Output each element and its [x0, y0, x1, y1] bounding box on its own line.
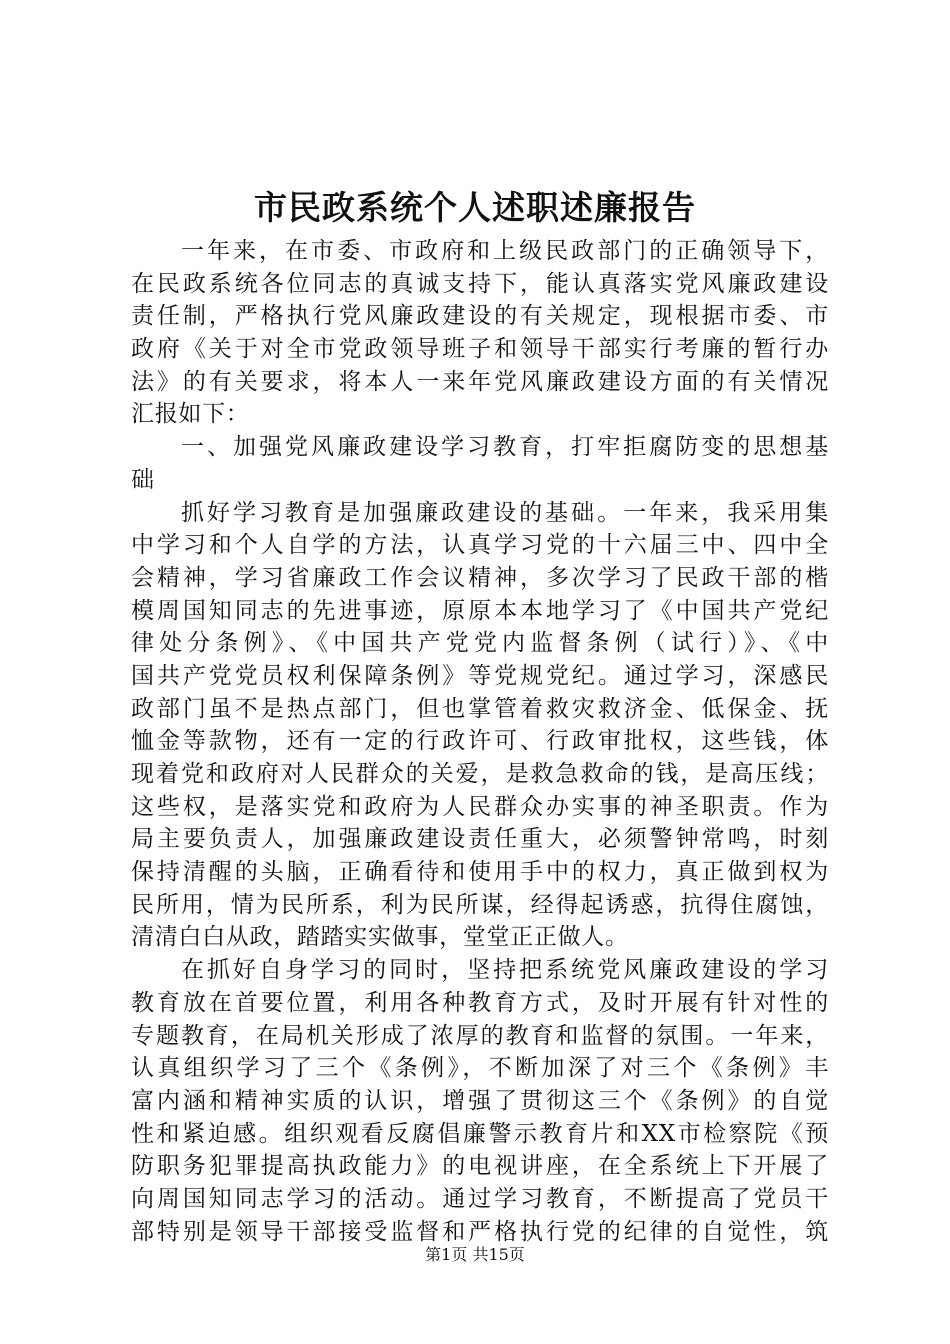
body-line: 部特别是领导干部接受监督和严格执行党的纪律的自觉性，筑: [131, 1218, 829, 1245]
body-line: 础: [131, 466, 155, 493]
body-line: 清清白白从政，踏踏实实做事，堂堂正正做人。: [131, 924, 629, 951]
body-line: 汇报如下：: [131, 401, 250, 428]
body-line: 政部门虽不是热点部门，但也掌管着救灾救济金、低保金、抚: [131, 695, 829, 722]
body-line: 中学习和个人自学的方法，认真学习党的十六届三中、四中全: [131, 532, 829, 559]
document-title: 市民政系统个人述职述廉报告: [254, 188, 696, 227]
body-line: 责任制，严格执行党风廉政建设的有关规定，现根据市委、市: [131, 303, 829, 330]
body-line: 局主要负责人，加强廉政建设责任重大，必须警钟常鸣，时刻: [131, 826, 829, 853]
body-line: 防职务犯罪提高执政能力》的电视讲座，在全系统上下开展了: [131, 1153, 829, 1180]
document-body: [131, 235, 829, 1248]
body-line: 一年来，在市委、市政府和上级民政部门的正确领导下，: [181, 238, 829, 264]
body-line: 认真组织学习了三个《条例》，不断加深了对三个《条例》丰: [131, 1055, 829, 1082]
body-line: 一、加强党风廉政建设学习教育，打牢拒腐防变的思想基: [181, 434, 829, 461]
body-line: 法》的有关要求，将本人一来年党风廉政建设方面的有关情况: [131, 368, 829, 395]
body-line: 律处分条例》、《中国共产党党内监督条例（试行）》、《中: [131, 630, 829, 657]
body-line: 性和紧迫感。组织观看反腐倡廉警示教育片和XX市检察院《预: [131, 1120, 829, 1147]
body-line: 恤金等款物，还有一定的行政许可、行政审批权，这些钱，体: [131, 728, 829, 755]
body-line: 民所用，情为民所系，利为民所谋，经得起诱惑，抗得住腐蚀，: [131, 891, 829, 918]
body-line: 在抓好自身学习的同时，坚持把系统党风廉政建设的学习: [181, 957, 829, 984]
body-line: 抓好学习教育是加强廉政建设的基础。一年来，我采用集: [181, 499, 829, 526]
body-line: 专题教育，在局机关形成了浓厚的教育和监督的氛围。一年来，: [131, 1022, 829, 1049]
page-footer: 第1页 共15页: [425, 1245, 525, 1264]
body-line: 教育放在首要位置，利用各种教育方式，及时开展有针对性的: [131, 989, 829, 1016]
body-line: 国共产党党员权利保障条例》等党规党纪。通过学习，深感民: [131, 662, 829, 689]
body-line: 政府《关于对全市党政领导班子和领导干部实行考廉的暂行办: [131, 336, 829, 363]
body-line: 保持清醒的头脑，正确看待和使用手中的权力，真正做到权为: [131, 859, 829, 886]
body-line: 现着党和政府对人民群众的关爱，是救急救命的钱，是高压线；: [131, 761, 829, 787]
body-line: 会精神，学习省廉政工作会议精神，多次学习了民政干部的楷: [131, 564, 829, 591]
body-line: 富内涵和精神实质的认识，增强了贯彻这三个《条例》的自觉: [131, 1087, 829, 1114]
body-line: 向周国知同志学习的活动。通过学习教育，不断提高了党员干: [131, 1185, 829, 1212]
body-line: 这些权，是落实党和政府为人民群众办实事的神圣职责。作为: [131, 793, 829, 820]
body-line: 模周国知同志的先进事迹，原原本本地学习了《中国共产党纪: [131, 597, 829, 624]
body-line: 在民政系统各位同志的真诚支持下，能认真落实党风廉政建设: [131, 270, 829, 297]
